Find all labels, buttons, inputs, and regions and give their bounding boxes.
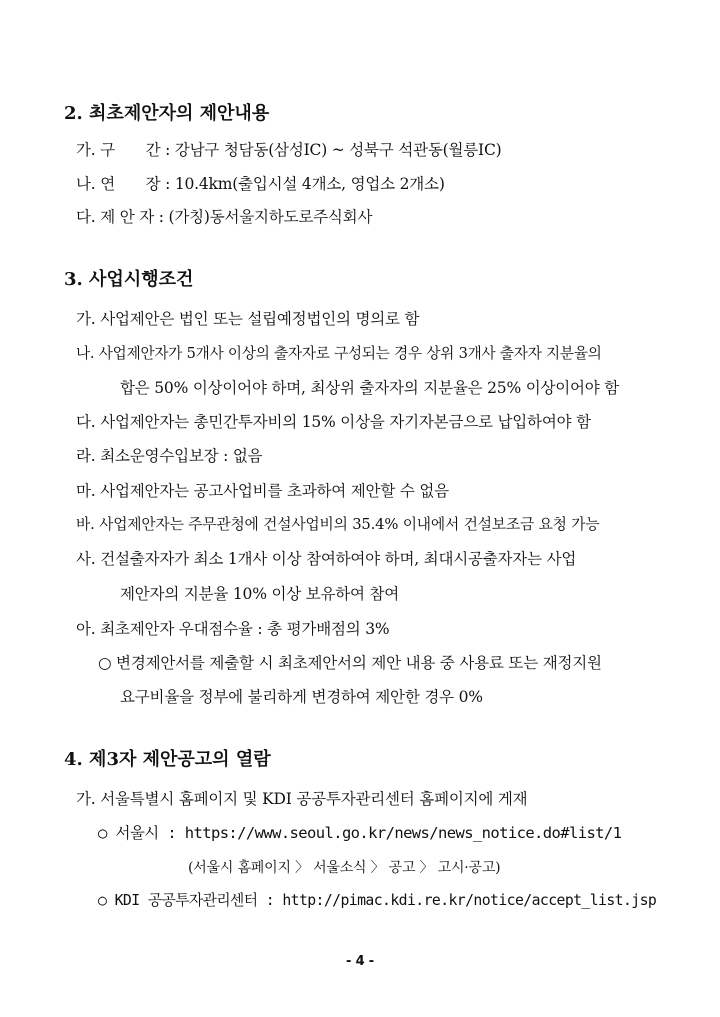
section-3-item-na-cont: 합은 50% 이상이어야 하며, 최상위 출자자의 지분율은 25% 이상이어야 함 [120, 379, 620, 397]
section-3-item-a-note: ○ 변경제안서를 제출할 시 최초제안서의 제안 내용 중 사용료 또는 재정지원 [98, 654, 602, 672]
section-4-item-ga: 가. 서울특별시 홈페이지 및 KDI 공공투자관리센터 홈페이지에 게재 [76, 790, 528, 808]
section-2-item-length: 나. 연 장 : 10.4km(출입시설 4개소, 영업소 2개소) [76, 175, 445, 193]
section-3-item-da: 다. 사업제안자는 총민간투자비의 15% 이상을 자기자본금으로 납입하여야 함 [76, 413, 591, 431]
section-2-item-proposer: 다. 제 안 자 : (가칭)동서울지하도로주식회사 [76, 208, 373, 226]
section-2-heading: 2. 최초제안자의 제안내용 [64, 103, 270, 124]
section-3-item-sa-cont: 제안자의 지분율 10% 이상 보유하여 참여 [120, 585, 400, 603]
section-3-item-ga: 가. 사업제안은 법인 또는 설립예정법인의 명의로 함 [76, 310, 420, 328]
section-3-item-a-note-cont: 요구비율을 정부에 불리하게 변경하여 제안한 경우 0% [120, 688, 483, 706]
section-3-heading: 3. 사업시행조건 [64, 269, 194, 290]
section-3-item-a: 아. 최초제안자 우대점수율 : 총 평가배점의 3% [76, 620, 390, 638]
section-3-item-ra: 라. 최소운영수입보장 : 없음 [76, 447, 263, 465]
section-4-heading: 4. 제3자 제안공고의 열람 [64, 749, 271, 770]
seoul-breadcrumb-path: (서울시 홈페이지 〉 서울소식 〉 공고 〉 고시·공고) [188, 860, 501, 876]
section-3-item-ma: 마. 사업제안자는 공고사업비를 초과하여 제안할 수 없음 [76, 482, 449, 500]
page-number: - 4 - [346, 954, 374, 969]
section-3-item-sa: 사. 건설출자자가 최소 1개사 이상 참여하여야 하며, 최대시공출자자는 사업 [76, 550, 577, 568]
section-3-item-na: 나. 사업제안자가 5개사 이상의 출자자로 구성되는 경우 상위 3개사 출자자 지분율의 [76, 345, 602, 362]
kdi-url-link[interactable]: ○ KDI 공공투자관리센터 : http://pimac.kdi.re.kr/notice/accept_list.jsp [98, 892, 657, 909]
seoul-url-link[interactable]: ○ 서울시 : https://www.seoul.go.kr/news/news_notice.do#list/1 [98, 824, 622, 842]
section-2-item-route: 가. 구 간 : 강남구 청담동(삼성IC) ~ 성북구 석관동(월릉IC) [76, 141, 502, 159]
section-3-item-ba: 바. 사업제안자는 주무관청에 건설사업비의 35.4% 이내에서 건설보조금 요청 가능 [76, 516, 600, 533]
